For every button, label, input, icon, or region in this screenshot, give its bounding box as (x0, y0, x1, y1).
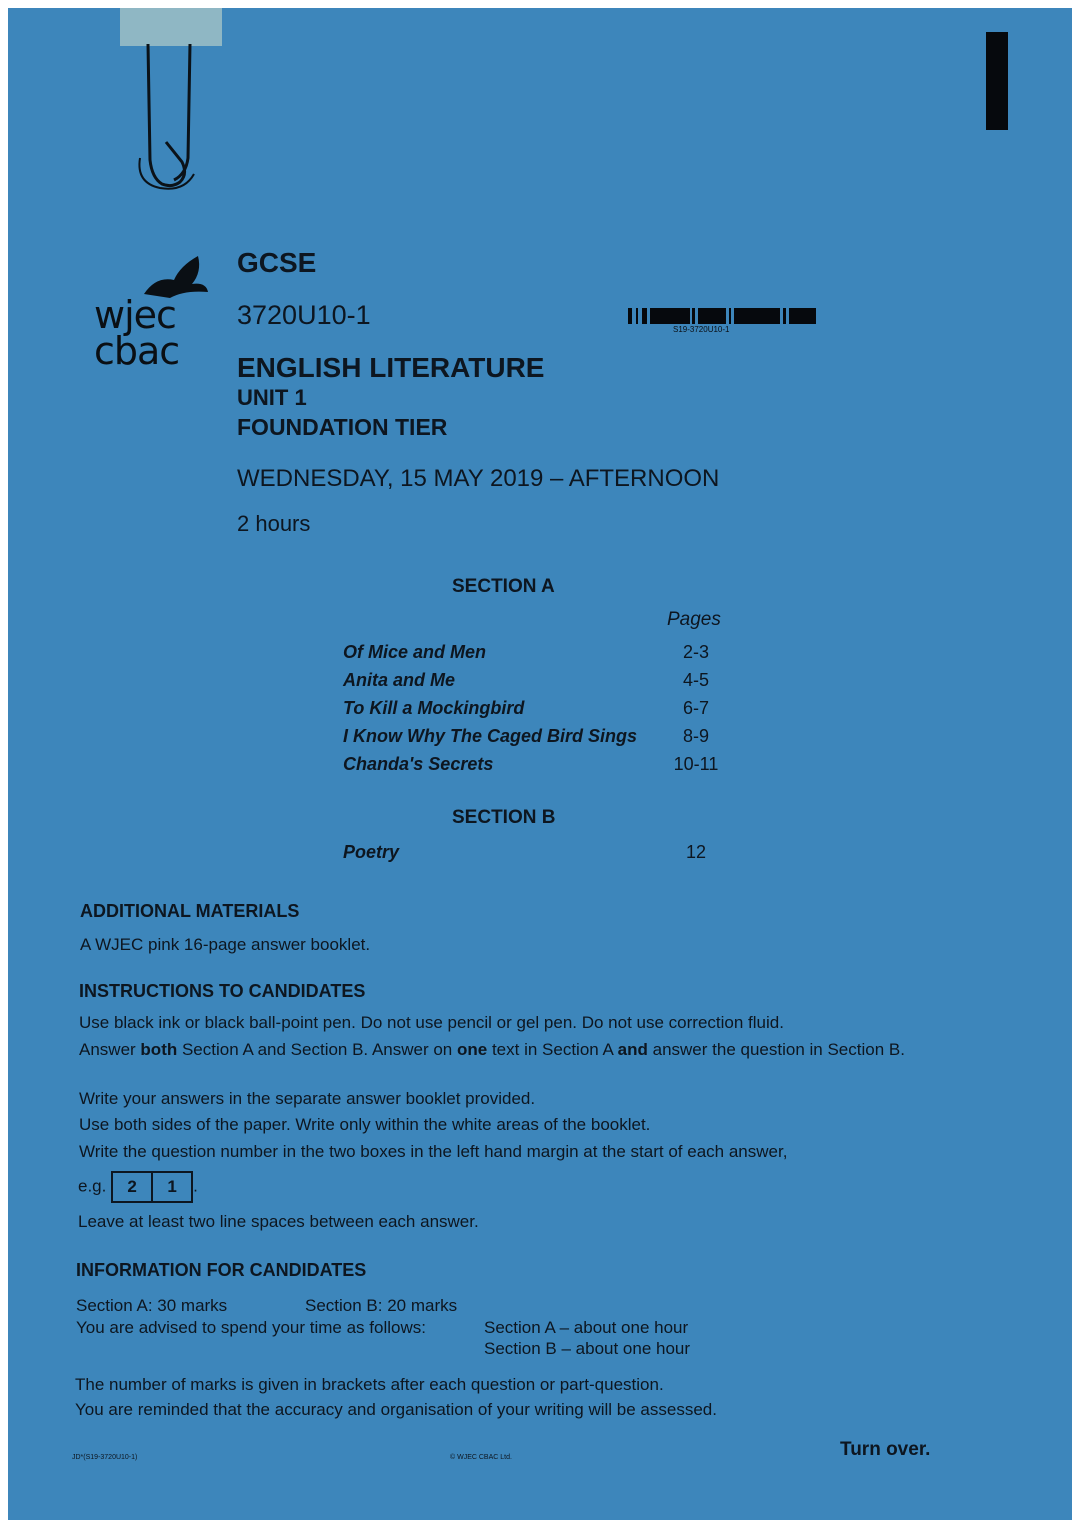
set-text-pages: 8-9 (682, 726, 709, 746)
additional-materials-text: A WJEC pink 16-page answer booklet. (80, 935, 371, 954)
binder-clip-icon (126, 38, 216, 198)
set-text-title: Of Mice and Men (343, 642, 487, 662)
information-heading: INFORMATION FOR CANDIDATES (76, 1260, 367, 1280)
footer-paper-code: JD*(S19-3720U10-1) (72, 1454, 138, 1461)
instruction-line: Leave at least two line spaces between each answer. (78, 1212, 479, 1231)
subject-title: ENGLISH LITERATURE (237, 352, 545, 383)
set-text-pages: 10-11 (673, 754, 719, 774)
set-text-title: I Know Why The Caged Bird Sings (343, 726, 638, 746)
set-text-pages: 12 (685, 842, 707, 862)
set-text-title: Poetry (343, 842, 400, 862)
logo-text-wjec: wjec (94, 293, 176, 337)
unit-label: UNIT 1 (237, 385, 307, 410)
section-a-marks: Section A: 30 marks (76, 1296, 228, 1315)
set-text-title: Chanda's Secrets (343, 754, 494, 774)
instruction-line: Use both sides of the paper. Write only within the white areas of the booklet. (79, 1115, 651, 1134)
tier-label: FOUNDATION TIER (237, 414, 448, 440)
instruction-line: Write your answers in the separate answer booklet provided. (79, 1089, 536, 1108)
turn-over-label: Turn over. (840, 1439, 931, 1460)
set-text-pages: 4-5 (682, 670, 709, 690)
logo-text-cbac: cbac (94, 329, 180, 373)
set-text-pages: 6-7 (682, 698, 709, 718)
example-box-second-digit: 1 (153, 1171, 193, 1203)
qualification-level: GCSE (237, 247, 317, 278)
instruction-line: Use black ink or black ball-point pen. Do not use pencil or gel pen. Do not use correction fluid. (79, 1013, 784, 1032)
example-box-first-digit: 2 (111, 1171, 153, 1203)
footer-copyright: © WJEC CBAC Ltd. (450, 1454, 512, 1461)
section-b-marks: Section B: 20 marks (305, 1296, 458, 1315)
time-section-b: Section B – about one hour (484, 1339, 691, 1358)
wjec-cbac-logo (92, 254, 212, 374)
marks-note: The number of marks is given in brackets after each question or part-question. (75, 1375, 664, 1394)
set-text-title: Anita and Me (343, 670, 456, 690)
instruction-line: Answer both Section A and Section B. Answer on one text in Section A and answer the question in Section B. (79, 1040, 905, 1059)
paper-barcode (628, 308, 816, 340)
instructions-heading: INSTRUCTIONS TO CANDIDATES (79, 981, 366, 1001)
time-section-a: Section A – about one hour (484, 1318, 689, 1337)
instruction-line: Write the question number in the two boxes in the left hand margin at the start of each answer, (79, 1142, 788, 1161)
time-advice: You are advised to spend your time as follows: (76, 1318, 426, 1337)
section-a-heading: SECTION A (452, 576, 555, 597)
barcode-icon (628, 308, 816, 324)
scan-alignment-mark (986, 32, 1008, 130)
example-question-number: e.g. 2 1 . (78, 1171, 198, 1203)
accuracy-note: You are reminded that the accuracy and organisation of your writing will be assessed. (75, 1400, 717, 1419)
set-text-title: To Kill a Mockingbird (343, 698, 525, 718)
exam-duration: 2 hours (237, 511, 311, 536)
paper-code: 3720U10-1 (237, 300, 371, 330)
additional-materials-heading: ADDITIONAL MATERIALS (80, 901, 300, 921)
exam-cover-page (8, 8, 1072, 1520)
set-text-pages: 2-3 (682, 642, 709, 662)
pages-column-heading: Pages (667, 609, 721, 630)
barcode-label: S19-3720U10-1 (673, 325, 730, 334)
section-b-heading: SECTION B (452, 807, 556, 828)
exam-date: WEDNESDAY, 15 MAY 2019 – AFTERNOON (237, 465, 720, 492)
